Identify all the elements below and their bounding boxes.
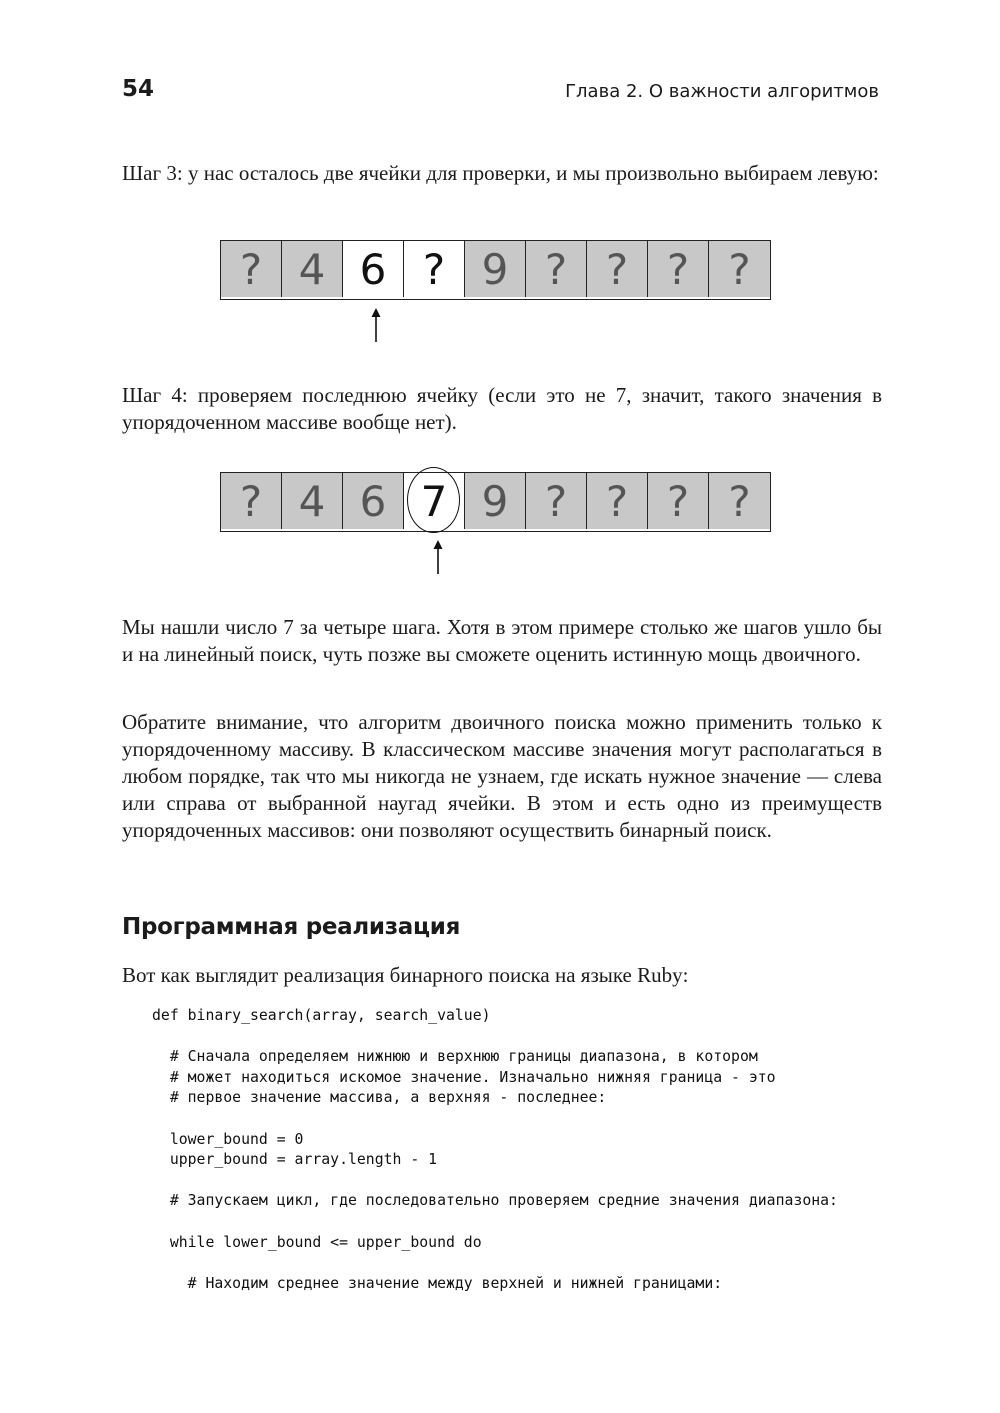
step4-array — [220, 472, 771, 532]
step3-cell — [709, 241, 770, 297]
step3-cell — [343, 241, 404, 297]
step3-cell-value: ? — [605, 244, 629, 294]
code-line: upper_bound = array.length - 1 — [169, 1151, 438, 1169]
code-line: lower_bound = 0 — [169, 1130, 304, 1148]
section-heading: Программная реализация — [122, 914, 461, 940]
step4-cell-value: 4 — [298, 476, 326, 526]
step4-cell — [526, 473, 587, 529]
step4-cell-value: ? — [728, 476, 751, 526]
step3-cell-value: 4 — [298, 244, 326, 294]
step3-cell-value: ? — [239, 244, 263, 294]
page-number: 54 — [122, 76, 155, 102]
step3-array — [220, 240, 771, 300]
code-line: # Запускаем цикл, где последовательно проверяем средние значения диапазона: — [169, 1192, 838, 1210]
step4-cell-value: ? — [666, 476, 690, 526]
step3-cell-value: 6 — [359, 244, 387, 294]
step3-pointer-arrow — [368, 308, 384, 344]
code-line: while lower_bound <= upper_bound do — [169, 1233, 482, 1251]
step4-cell — [587, 473, 648, 529]
code-line: # Сначала определяем нижнюю и верхнюю границы диапазона, в котором — [169, 1048, 758, 1066]
step4-cell — [465, 473, 526, 529]
ordered-array-paragraph: Обратите внимание, что алгоритм двоичного поиска можно применить только к упорядоченному массиву. В классическом массиве значения могут располагаться в любом порядке, так что мы никогда не узнаем, где искать нужное значение — слева или справа от выбранной наугад ячейки. В этом и есть одно из преимуществ упорядоченных массивов: они позволяют осуществить бинарный поиск. — [122, 710, 882, 842]
step4-cell-value: ? — [544, 476, 568, 526]
step3-cell — [526, 241, 587, 297]
step4-cell — [648, 473, 709, 529]
step4-cell — [221, 473, 282, 529]
step3-cell-value: 9 — [481, 244, 509, 294]
step3-cell-value: ? — [728, 244, 751, 294]
step4-cell-value: ? — [239, 476, 263, 526]
step3-cell — [221, 241, 282, 297]
step4-cell-value: ? — [605, 476, 629, 526]
step3-cell — [465, 241, 526, 297]
step4-cell-value: 7 — [420, 476, 448, 526]
code-intro: Вот как выглядит реализация бинарного поиска на языке Ruby: — [122, 963, 689, 987]
code-line: # Находим среднее значение между верхней и нижней границами: — [152, 1274, 723, 1292]
step4-cell — [343, 473, 404, 529]
code-line: # может находиться искомое значение. Изначально нижняя граница - это — [169, 1068, 776, 1086]
step4-text: Шаг 4: проверяем последнюю ячейку (если это не 7, значит, такого значения в упорядоченном массиве вообще нет). — [122, 383, 882, 434]
code-line: # первое значение массива, а верхняя - последнее: — [169, 1089, 607, 1107]
step3-cell-value: ? — [666, 244, 690, 294]
chapter-title: Глава 2. О важности алгоритмов — [565, 81, 879, 102]
step4-pointer-arrow — [430, 540, 446, 576]
ruby-code-listing — [152, 1006, 838, 1294]
result-paragraph: Мы нашли число 7 за четыре шага. Хотя в этом примере столько же шагов ушло бы и на линейный поиск, чуть позже вы сможете оценить истинную мощь двоичного. — [122, 615, 882, 666]
step3-cell — [282, 241, 343, 297]
step4-cell — [709, 473, 770, 529]
step4-cell-value: 9 — [481, 476, 509, 526]
step3-cell — [404, 241, 465, 297]
step3-cell-value: ? — [422, 244, 446, 294]
step4-cell — [282, 473, 343, 529]
step3-cell — [648, 241, 709, 297]
step3-cell — [587, 241, 648, 297]
step3-cell-value: ? — [544, 244, 568, 294]
step4-cell-value: 6 — [359, 476, 387, 526]
step4-cell — [404, 473, 465, 529]
step3-text: Шаг 3: у нас осталось две ячейки для проверки, и мы произвольно выбираем левую: — [122, 161, 879, 185]
code-line: def binary_search(array, search_value) — [152, 1007, 491, 1024]
